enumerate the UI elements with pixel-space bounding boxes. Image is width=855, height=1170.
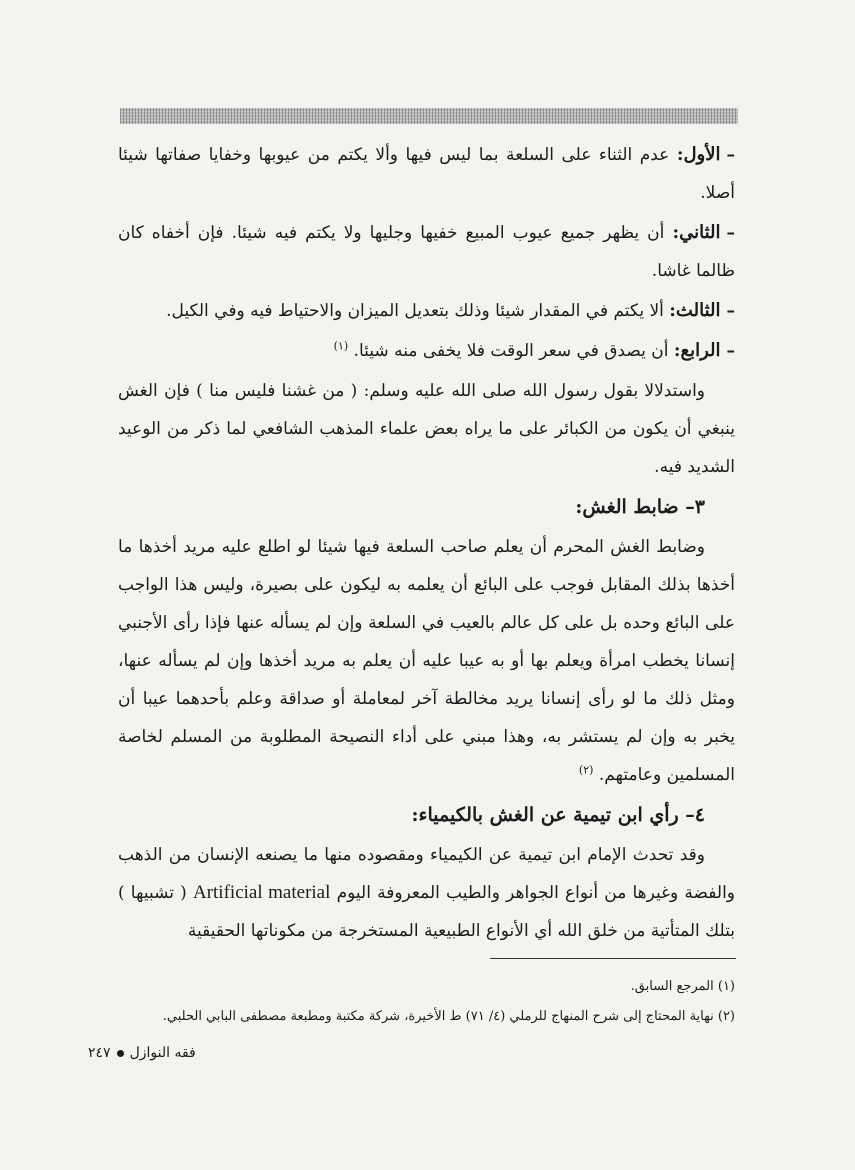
list-dash: – [726,223,735,243]
footnote-ref[interactable]: (١) [333,339,349,353]
paragraph-text: وضابط الغش المحرم أن يعلم صاحب السلعة فيها شيئا لو اطلع عليه مريد أخذها ما أخذها بذلك المقابل فوجب على البائع أن يعلمه به ليكون على بصيرة، وليس هذا الواجب على البائع وحده بل على كل عالم بالعيب في السلعة وإن لم يسأله عنها فإذا رأى الأجنبي إنسانا يخطب امرأة ويعلم بها أو به عيبا عليه أن يعلم به مريد أخذها وإن لم يسأله عنها، ومثل ذلك ما لو رأى إنسانا يريد مخالطة آخر لمعاملة أو صداقة وعلم بأحدهما عيبا أن يخبر به وإن لم يستشر به، وهذا مبني على أداء النصيحة المطلوبة من المسلم لخاصة المسلمين وعامتهم. [118,537,735,785]
running-title: فقه النوازل [129,1045,196,1061]
footnote-separator [490,958,736,959]
main-text [118,136,735,950]
item-text: ألا يكتم في المقدار شيئا وذلك بتعديل الميزان والاحتياط فيه وفي الكيل. [166,301,664,321]
list-item [118,292,735,330]
section-heading: ٤– رأي ابن تيمية عن الغش بالكيمياء: [411,804,705,826]
header-rule [120,108,738,124]
item-text: أن يظهر جميع عيوب المبيع خفيها وجليها ولا يكتم فيه شيئا. فإن أخفاه كان ظالما غاشا. [118,223,735,281]
footnotes [118,972,735,1032]
item-heading: الثالث: [669,300,721,321]
bullet-icon [117,1050,124,1057]
list-dash: – [726,301,735,321]
list-item [118,214,735,290]
list-item [118,332,735,370]
item-heading: الرابع: [673,340,721,361]
list-dash: – [726,341,735,361]
item-text: عدم الثناء على السلعة بما ليس فيها وألا يكتم من عيوبها وخفايا صفاتها شيئا أصلا. [118,145,735,203]
paragraph: واستدلالا بقول رسول الله صلى الله عليه وسلم: ( من غشنا فليس منا ) فإن الغش ينبغي أن يكون من الكبائر على ما يراه بعض علماء المذهب الشافعي لما ذكر من الوعيد الشديد فيه. [118,381,735,477]
paragraph [118,836,735,950]
section-heading: ٣– ضابط الغش: [575,496,705,518]
footnote-ref[interactable]: (٢) [578,763,594,777]
paragraph [118,528,735,794]
latin-term: Artificial material [192,882,331,903]
list-dash: – [726,145,735,165]
footnote: (١) المرجع السابق. [630,979,735,994]
item-heading: الثاني: [672,222,721,243]
list-item [118,136,735,212]
item-heading: الأول: [676,144,721,165]
paragraph-text: وقد تحدث الإمام ابن تيمية عن الكيمياء ومقصوده منها ما يصنعه الإنسان من الذهب والفضة وغيرها من أنواع الجواهر والطيب المعروفة اليوم [118,845,736,903]
page-number: ٢٤٧ [88,1045,111,1061]
paragraph-text: ( تشبيها ) بتلك المتأتية من خلق الله أي الأنواع الطبيعية المستخرجة من مكوناتها الحقيقية [118,883,735,941]
page-footer [88,1045,196,1061]
footnote: (٢) نهاية المحتاج إلى شرح المنهاج للرملي (٤/ ٧١) ط الأخيرة، شركة مكتبة ومطبعة مصطفى البابي الحلبي. [162,1009,735,1024]
item-text: أن يصدق في سعر الوقت فلا يخفى منه شيئا. [353,341,669,361]
